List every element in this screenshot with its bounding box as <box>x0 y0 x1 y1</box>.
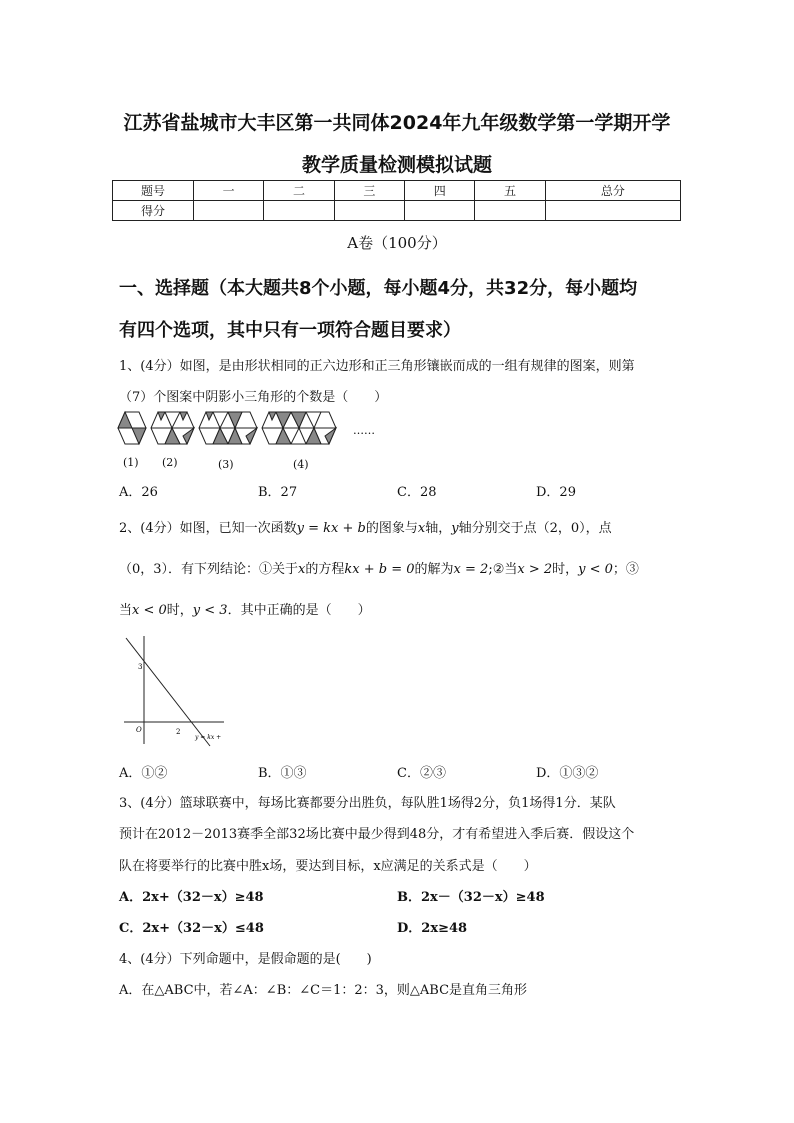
part1-heading-line1: 一、选择题（本大题共8个小题，每小题4分，共32分，每小题均 <box>119 278 638 299</box>
section-a-heading: A卷（100分） <box>347 234 447 252</box>
q2-formula: x <box>298 562 306 577</box>
q2-formula: y < 3 <box>192 603 228 618</box>
score-header-cell: 总分 <box>545 181 680 201</box>
q2-formula: x < 0 <box>132 603 167 618</box>
q2-text: 当 <box>119 603 133 618</box>
score-row-label: 得分 <box>113 201 194 221</box>
score-cell <box>264 201 334 221</box>
score-table-score-row <box>113 201 681 221</box>
score-cell <box>475 201 545 221</box>
q2-formula: x > 2 <box>517 562 553 577</box>
line-label: y = kx + <box>195 734 222 741</box>
paper-title-line2: 教学质量检测模拟试题 <box>301 154 492 176</box>
score-header-cell: 题号 <box>113 181 194 201</box>
score-header-cell: 二 <box>264 181 334 201</box>
q2-formula: y <box>451 521 459 536</box>
q3-line1: 3、(4分）篮球联赛中，每场比赛都要分出胜负，每队胜1场得2分，负1场得1分．某队 <box>119 796 616 811</box>
score-table <box>112 180 681 221</box>
y-tick-label: 3 <box>138 663 143 671</box>
q4-option-a: A．在△ABC中，若∠A：∠B：∠C＝1：2：3，则△ABC是直角三角形 <box>119 983 528 998</box>
paper-title-line1: 江苏省盐城市大丰区第一共同体2024年九年级数学第一学期开学 <box>123 112 671 134</box>
q2-text: 时， <box>552 562 579 577</box>
q1-option-c: C．28 <box>397 485 437 500</box>
pattern-ellipsis: …… <box>353 424 375 437</box>
q4-line1: 4、(4分）下列命题中，是假命题的是( ) <box>119 952 372 967</box>
q2-option-b: B．①③ <box>258 766 307 781</box>
q2-option-c: C．②③ <box>397 766 446 781</box>
q2-text: 2、(4分）如图，已知一次函数 <box>119 521 297 536</box>
q2-text: ；③ <box>612 562 639 577</box>
q2-formula: kx + b = 0 <box>344 562 415 577</box>
score-header-cell: 五 <box>475 181 545 201</box>
score-cell <box>545 201 680 221</box>
pattern-label-1: (1) <box>123 456 139 469</box>
q2-text: 时， <box>166 603 193 618</box>
q2-option-d: D．①③② <box>536 766 599 781</box>
q2-line1 <box>119 517 612 536</box>
q3-option-b: B．2x－（32－x）≥48 <box>397 890 545 905</box>
q1-line2: （7）个图案中阴影小三角形的个数是（ ） <box>119 390 388 405</box>
q2-formula: x = 2 <box>453 562 489 577</box>
q2-text: 的方程 <box>305 562 345 577</box>
q2-text: ．其中正确的是（ ） <box>227 603 371 618</box>
score-header-cell: 三 <box>334 181 404 201</box>
pattern-3 <box>199 412 257 444</box>
pattern-label-2: (2) <box>162 456 178 469</box>
part1-heading-line2: 有四个选项，其中只有一项符合题目要求） <box>119 320 461 341</box>
q2-formula: y = kx + b <box>296 521 366 536</box>
linear-function-graph <box>118 632 228 748</box>
q2-formula: x <box>417 521 426 536</box>
q3-line3: 队在将要举行的比赛中胜x场，要达到目标，x应满足的关系式是（ ） <box>119 859 537 874</box>
pattern-1 <box>118 412 146 444</box>
q2-line2 <box>119 558 639 577</box>
pattern-label-4: (4) <box>293 458 309 471</box>
origin-label: O <box>136 726 142 734</box>
q1-option-d: D．29 <box>536 485 576 500</box>
score-cell <box>405 201 475 221</box>
q2-text: 的图象与 <box>365 521 418 536</box>
score-cell <box>334 201 404 221</box>
pattern-4 <box>262 412 336 444</box>
q3-option-a: A．2x+（32－x）≥48 <box>119 890 264 905</box>
x-tick-label: 2 <box>176 728 181 736</box>
q2-text: （0，3）．有下列结论：①关于 <box>119 562 299 577</box>
q2-formula: y < 0 <box>578 562 613 577</box>
q3-option-d: D．2x≥48 <box>397 921 468 936</box>
pattern-2 <box>151 412 194 444</box>
q2-text: 轴， <box>425 521 452 536</box>
q1-option-b: B．27 <box>258 485 298 500</box>
score-header-cell: 一 <box>194 181 264 201</box>
pattern-label-3: (3) <box>218 458 234 471</box>
hexagon-pattern-figure <box>115 408 385 448</box>
q1-option-a: A．26 <box>119 485 158 500</box>
score-header-cell: 四 <box>405 181 475 201</box>
q3-line2: 预计在2012－2013赛季全部32场比赛中最少得到48分，才有希望进入季后赛．假设这个 <box>119 827 635 842</box>
score-cell <box>194 201 264 221</box>
q2-text: ;②当 <box>488 562 518 577</box>
q2-option-a: A．①② <box>119 766 168 781</box>
q2-line3 <box>119 599 371 618</box>
q3-option-c: C．2x+（32－x）≤48 <box>119 921 264 936</box>
q1-line1: 1、(4分）如图，是由形状相同的正六边形和正三角形镶嵌而成的一组有规律的图案，则第 <box>119 359 635 374</box>
q2-text: 的解为 <box>414 562 454 577</box>
q2-text: 轴分别交于点（2，0），点 <box>458 521 612 536</box>
score-table-header-row <box>113 181 681 201</box>
